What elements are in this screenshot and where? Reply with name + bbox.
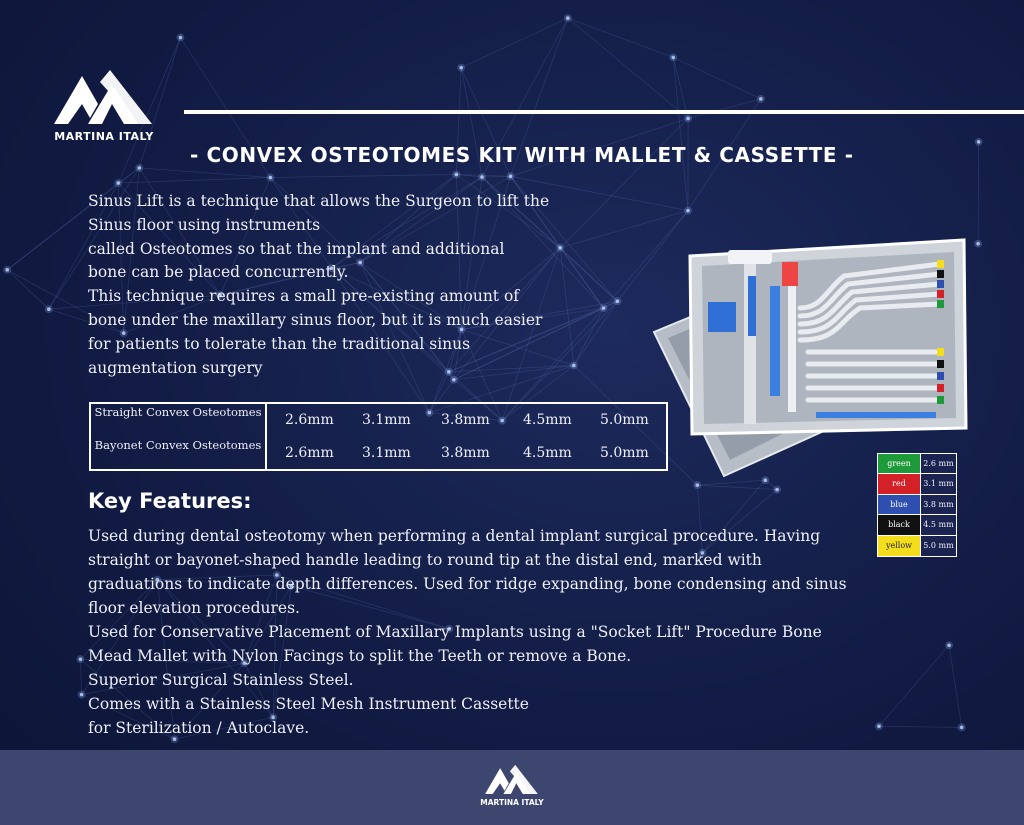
legend-row [878, 474, 956, 494]
spec-row-straight [91, 404, 666, 437]
legend-swatch-green: green [878, 454, 920, 473]
spec-table [89, 402, 668, 471]
intro-paragraph [88, 190, 588, 380]
legend-size: 3.1 mm [920, 474, 956, 493]
legend-row [878, 536, 956, 556]
key-features-heading: Key Features: [88, 489, 252, 513]
spec-row-bayonet [91, 437, 666, 470]
feature-line: Used for Conservative Placement of Maxillary Implants using a "Socket Lift" Procedure Bone [88, 623, 822, 641]
intro-line: called Osteotomes so that the implant and additional [88, 239, 505, 258]
logo-mark-icon [484, 764, 540, 796]
intro-line: for patients to tolerate than the traditional sinus [88, 334, 471, 353]
spec-cell: 3.8mm [441, 445, 490, 461]
spec-cell: 4.5mm [523, 412, 572, 428]
title-rule [184, 110, 1024, 114]
feature-line: for Sterilization / Autoclave. [88, 719, 310, 737]
intro-line: bone can be placed concurrently. [88, 263, 349, 282]
logo-mark-icon [52, 70, 156, 126]
spec-row-label: Bayonet Convex Osteotomes [94, 438, 262, 452]
spec-row-label: Straight Convex Osteotomes [94, 405, 262, 419]
intro-line: Sinus floor using instruments [88, 215, 321, 234]
legend-row [878, 454, 956, 474]
intro-line: This technique requires a small pre-existing amount of [88, 287, 520, 306]
spec-cell: 4.5mm [523, 445, 572, 461]
legend-swatch-blue: blue [878, 495, 920, 514]
spec-cell: 5.0mm [600, 445, 649, 461]
key-features-text [88, 524, 888, 740]
legend-size: 5.0 mm [920, 536, 956, 556]
product-photo [648, 202, 982, 482]
spec-cell: 3.1mm [362, 445, 411, 461]
legend-row [878, 495, 956, 515]
feature-line: graduations to indicate depth differences. Used for ridge expanding, bone condensing and sinus [88, 575, 847, 593]
intro-line: Sinus Lift is a technique that allows the Surgeon to lift the [88, 192, 550, 210]
legend-size: 2.6 mm [920, 454, 956, 473]
brand-name: MARTINA ITALY [54, 130, 154, 143]
legend-size: 4.5 mm [920, 515, 956, 534]
brand-logo [48, 70, 160, 150]
spec-cell: 2.6mm [285, 412, 334, 428]
feature-line: straight or bayonet-shaped handle leading to round tip at the distal end, marked with [88, 551, 762, 569]
feature-line: Comes with a Stainless Steel Mesh Instrument Cassette [88, 695, 529, 713]
spec-cell: 5.0mm [600, 412, 649, 428]
footer-brand-name: MARTINA ITALY [480, 798, 544, 807]
legend-size: 3.8 mm [920, 495, 956, 514]
spec-cell: 3.8mm [441, 412, 490, 428]
intro-line: bone under the maxillary sinus floor, but it is much easier [88, 310, 543, 329]
feature-line: Mead Mallet with Nylon Facings to split the Teeth or remove a Bone. [88, 647, 632, 665]
legend-swatch-yellow: yellow [878, 536, 920, 556]
footer-bar [0, 750, 1024, 825]
page-title: - CONVEX OSTEOTOMES KIT WITH MALLET & CASSETTE - [190, 143, 854, 167]
footer-logo [478, 764, 546, 820]
feature-line: Used during dental osteotomy when performing a dental implant surgical procedure. Having [88, 527, 821, 545]
intro-line: augmentation surgery [88, 358, 263, 377]
spec-cell: 2.6mm [285, 445, 334, 461]
legend-swatch-red: red [878, 474, 920, 493]
legend-swatch-black: black [878, 515, 920, 534]
feature-line: floor elevation procedures. [88, 599, 300, 617]
color-size-legend [877, 453, 957, 557]
feature-line: Superior Surgical Stainless Steel. [88, 671, 354, 689]
legend-row [878, 515, 956, 535]
spec-cell: 3.1mm [362, 412, 411, 428]
